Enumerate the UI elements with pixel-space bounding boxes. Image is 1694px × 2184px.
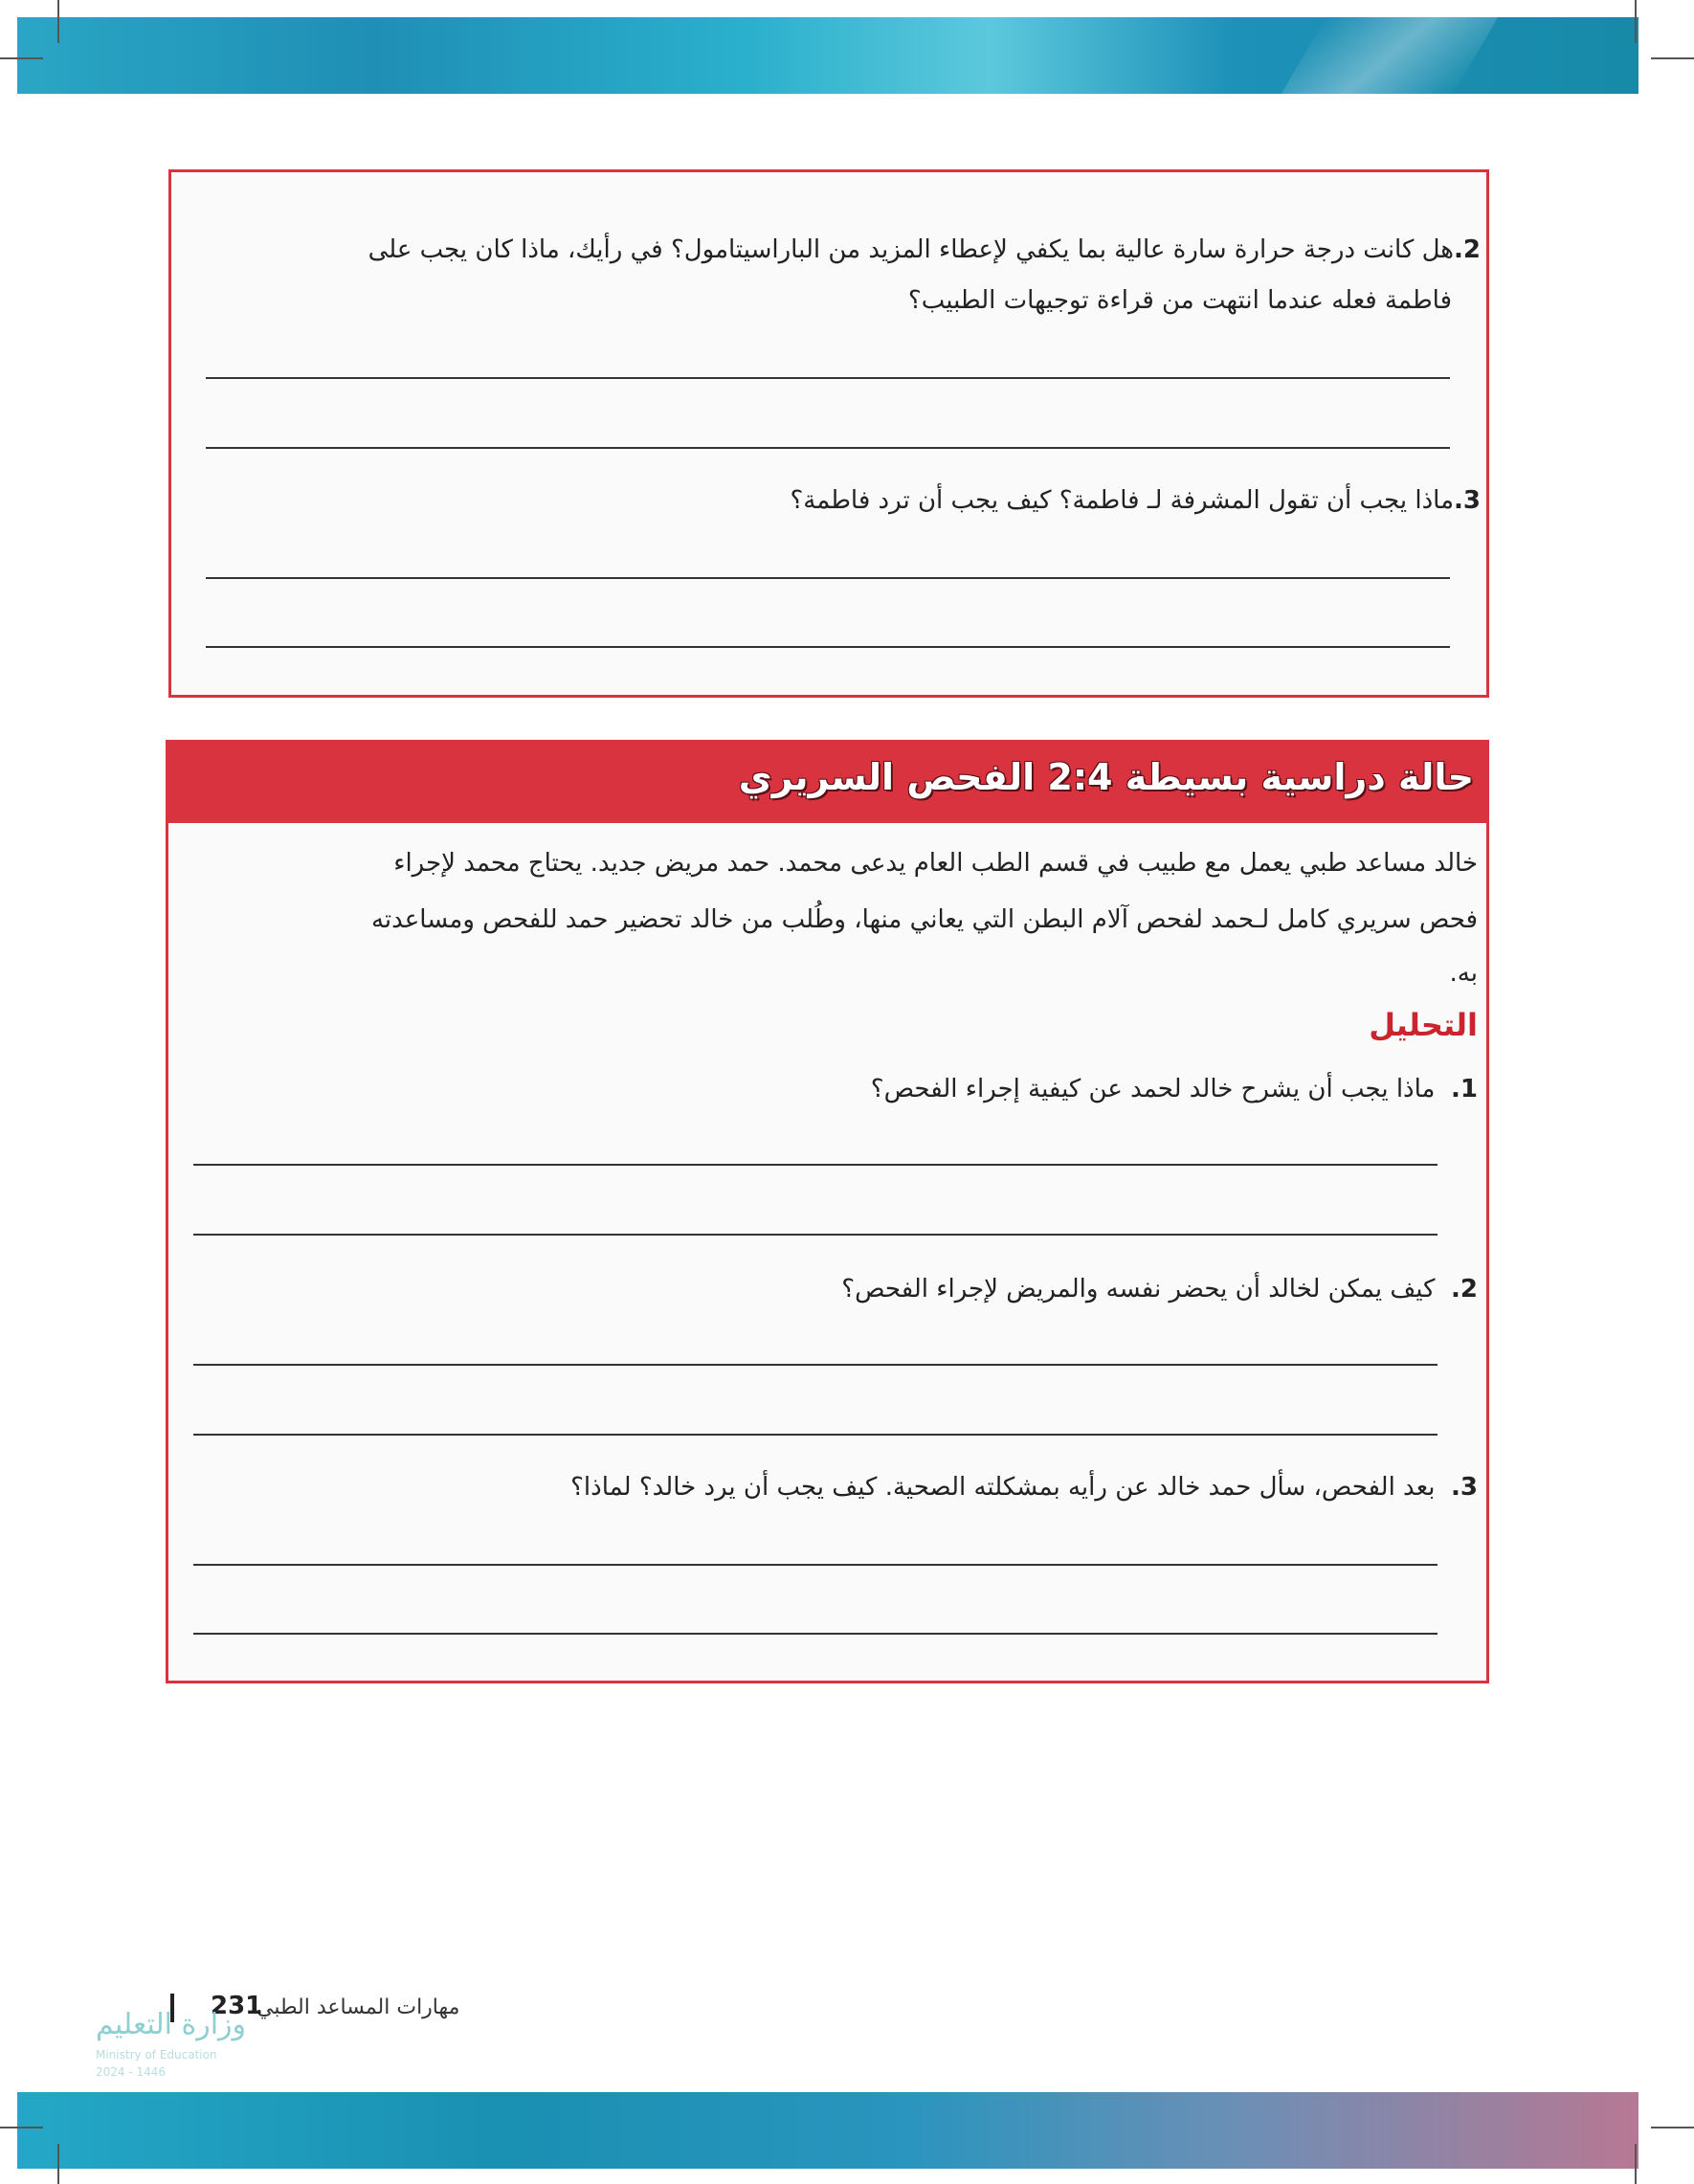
- analysis-question-3: [234, 1462, 1478, 1512]
- analysis-heading: التحليل: [1369, 1007, 1478, 1043]
- analysis-question-1: [234, 1064, 1478, 1114]
- answer-line[interactable]: [193, 1434, 1438, 1436]
- ministry-logo-year: 2024 - 1446: [96, 2065, 167, 2079]
- answer-line[interactable]: [193, 1633, 1438, 1635]
- crop-mark: [0, 57, 43, 59]
- ministry-logo-english: Ministry of Education: [96, 2048, 217, 2061]
- question-3: [236, 476, 1481, 525]
- answer-line[interactable]: [193, 1364, 1438, 1366]
- answer-line[interactable]: [193, 1164, 1438, 1166]
- answer-line[interactable]: [206, 377, 1450, 379]
- answer-line[interactable]: [206, 646, 1450, 648]
- case-paragraph-line: به.: [1449, 959, 1478, 988]
- answer-line[interactable]: [206, 447, 1450, 449]
- crop-mark: [1651, 2127, 1694, 2128]
- question-number: 2.: [1451, 1275, 1478, 1304]
- crop-mark: [1635, 0, 1637, 43]
- answer-line[interactable]: [206, 577, 1450, 579]
- question-text: بعد الفحص، سأل حمد خالد عن رأيه بمشكلته الصحية. كيف يجب أن يرد خالد؟ لماذا؟: [570, 1473, 1436, 1502]
- top-header-band: [17, 17, 1638, 94]
- crop-mark: [1635, 2144, 1637, 2184]
- question-number: 3.: [1454, 486, 1481, 515]
- page-number: 231: [211, 1992, 263, 2020]
- bottom-footer-band: [17, 2092, 1638, 2169]
- book-title: مهارات المساعد الطبي: [256, 1995, 460, 2019]
- crop-mark: [57, 0, 59, 43]
- question-text: ماذا يجب أن يشرح خالد لحمد عن كيفية إجراء الفحص؟: [870, 1075, 1436, 1103]
- case-paragraph-line: فحص سريري كامل لـحمد لفحص آلام البطن التي يعاني منها، وطُلب من خالد تحضير حمد للفحص ومساعدته: [370, 905, 1478, 934]
- ministry-logo: وزارة التعليم: [96, 2008, 247, 2041]
- question-text: ماذا يجب أن تقول المشرفة لـ فاطمة؟ كيف يجب أن ترد فاطمة؟: [790, 486, 1455, 515]
- question-number: 1.: [1451, 1075, 1478, 1103]
- crop-mark: [57, 2144, 59, 2184]
- case-study-title: حالة دراسية بسيطة 2:4 الفحص السريري: [738, 756, 1474, 798]
- crop-mark: [0, 2127, 43, 2128]
- case-paragraph-line: خالد مساعد طبي يعمل مع طبيب في قسم الطب العام يدعى محمد. حمد مريض جديد. يحتاج محمد لإجراء: [393, 849, 1478, 878]
- answer-line[interactable]: [193, 1564, 1438, 1566]
- question-number: 3.: [1451, 1473, 1478, 1502]
- answer-line[interactable]: [193, 1234, 1438, 1236]
- question-2-continued: فاطمة فعله عندما انتهت من قراءة توجيهات الطبيب؟: [907, 286, 1452, 315]
- analysis-question-2: [234, 1264, 1478, 1314]
- question-number: 2.: [1454, 235, 1481, 264]
- question-text: كيف يمكن لخالد أن يحضر نفسه والمريض لإجراء الفحص؟: [841, 1275, 1436, 1304]
- question-2: [179, 225, 1481, 275]
- question-text: هل كانت درجة حرارة سارة عالية بما يكفي لإعطاء المزيد من الباراسيتامول؟ في رأيك، ماذا كان يجب على: [368, 235, 1455, 264]
- crop-mark: [1651, 57, 1694, 59]
